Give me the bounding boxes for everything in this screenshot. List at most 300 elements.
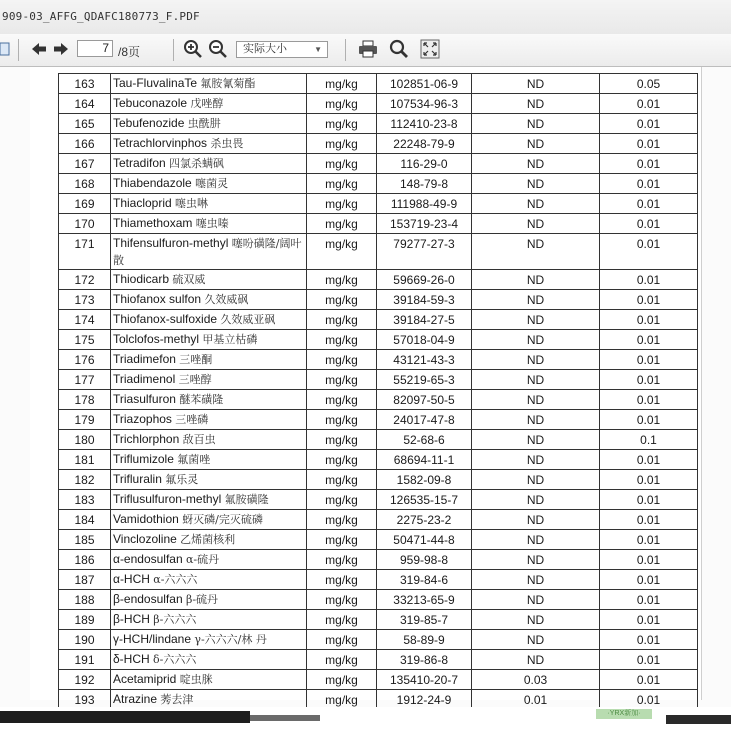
compound-name-en: Atrazine <box>113 692 158 706</box>
result: ND <box>472 114 600 134</box>
table-row <box>59 590 698 610</box>
detection-limit: 0.01 <box>600 350 698 370</box>
compound-name <box>111 570 307 590</box>
page-total: /8页 <box>118 45 141 59</box>
row-number: 185 <box>59 530 111 550</box>
compound-name <box>111 630 307 650</box>
unit: mg/kg <box>307 330 377 350</box>
detection-limit: 0.01 <box>600 134 698 154</box>
result: ND <box>472 550 600 570</box>
compound-name-en: γ-HCH/lindane <box>113 632 192 646</box>
compound-name-cn: 莠去津 <box>160 693 194 706</box>
compound-name-cn: δ-六六六 <box>153 653 197 666</box>
compound-name-cn: 噻虫啉 <box>175 197 209 210</box>
compound-name-en: Triasulfuron <box>113 392 176 406</box>
row-number: 187 <box>59 570 111 590</box>
detection-limit: 0.01 <box>600 470 698 490</box>
row-number: 179 <box>59 410 111 430</box>
detection-limit: 0.01 <box>600 370 698 390</box>
result: ND <box>472 530 600 550</box>
detection-limit: 0.01 <box>600 510 698 530</box>
detection-limit: 0.01 <box>600 410 698 430</box>
cas-number: 1582-09-8 <box>377 470 472 490</box>
detection-limit: 0.01 <box>600 490 698 510</box>
zoom-select[interactable] <box>236 41 328 58</box>
unit: mg/kg <box>307 550 377 570</box>
compound-name-en: β-HCH <box>113 612 150 626</box>
detection-limit: 0.01 <box>600 194 698 214</box>
result: ND <box>472 194 600 214</box>
row-number: 192 <box>59 670 111 690</box>
detection-limit: 0.01 <box>600 450 698 470</box>
zoom-select-value: 实际大小 <box>243 43 287 55</box>
compound-name <box>111 270 307 290</box>
table-row <box>59 630 698 650</box>
result: ND <box>472 234 600 270</box>
result: 0.03 <box>472 670 600 690</box>
cas-number: 112410-23-8 <box>377 114 472 134</box>
row-number: 178 <box>59 390 111 410</box>
result: ND <box>472 490 600 510</box>
cas-number: 39184-59-3 <box>377 290 472 310</box>
compound-name-cn: 乙烯菌核利 <box>180 533 236 546</box>
compound-name-en: Thiodicarb <box>113 272 170 286</box>
table-row <box>59 430 698 450</box>
cas-number: 39184-27-5 <box>377 310 472 330</box>
compound-name <box>111 550 307 570</box>
compound-name-en: Trifluralin <box>113 472 162 486</box>
compound-name <box>111 154 307 174</box>
table-row <box>59 174 698 194</box>
row-number: 183 <box>59 490 111 510</box>
unit: mg/kg <box>307 194 377 214</box>
result: ND <box>472 510 600 530</box>
result: ND <box>472 410 600 430</box>
table-row <box>59 234 698 270</box>
result: ND <box>472 610 600 630</box>
row-number: 181 <box>59 450 111 470</box>
compound-name <box>111 74 307 94</box>
cas-number: 2275-23-2 <box>377 510 472 530</box>
unit: mg/kg <box>307 590 377 610</box>
compound-name-en: Triadimefon <box>113 352 176 366</box>
compound-name-cn: α-六六六 <box>153 573 198 586</box>
cas-number: 79277-27-3 <box>377 234 472 270</box>
unit: mg/kg <box>307 310 377 330</box>
compound-name-cn: 醚苯磺隆 <box>179 393 224 406</box>
print-icon[interactable] <box>357 39 379 59</box>
cas-number: 68694-11-1 <box>377 450 472 470</box>
cas-number: 59669-26-0 <box>377 270 472 290</box>
result: ND <box>472 330 600 350</box>
row-number: 182 <box>59 470 111 490</box>
cas-number: 148-79-8 <box>377 174 472 194</box>
cas-number: 135410-20-7 <box>377 670 472 690</box>
cas-number: 102851-06-9 <box>377 74 472 94</box>
cas-number: 33213-65-9 <box>377 590 472 610</box>
row-number: 175 <box>59 330 111 350</box>
compound-name-en: δ-HCH <box>113 652 150 666</box>
detection-limit: 0.01 <box>600 214 698 234</box>
compound-name <box>111 134 307 154</box>
compound-name-en: Tolclofos-methyl <box>113 332 200 346</box>
cas-number: 319-85-7 <box>377 610 472 630</box>
cas-number: 52-68-6 <box>377 430 472 450</box>
compound-name-en: Tebufenozide <box>113 116 185 130</box>
compound-name-en: Tetrachlorvinphos <box>113 136 208 150</box>
detection-limit: 0.01 <box>600 630 698 650</box>
row-number: 190 <box>59 630 111 650</box>
compound-name-cn: 噻菌灵 <box>195 177 229 190</box>
detection-limit: 0.01 <box>600 94 698 114</box>
compound-name-cn: 戊唑醇 <box>190 97 224 110</box>
compound-name-en: Triazophos <box>113 412 172 426</box>
compound-name-cn: 噻虫嗪 <box>195 217 229 230</box>
compound-name-cn: γ-六六六/林 丹 <box>194 633 267 646</box>
compound-name-en: Tetradifon <box>113 156 166 170</box>
compound-name-cn: 虫酰肼 <box>187 117 221 130</box>
compound-name-en: Tebuconazole <box>113 96 188 110</box>
detection-limit: 0.01 <box>600 650 698 670</box>
table-row <box>59 350 698 370</box>
table-row <box>59 214 698 234</box>
unit: mg/kg <box>307 450 377 470</box>
compound-name-cn: 三唑酮 <box>179 353 213 366</box>
cas-number: 58-89-9 <box>377 630 472 650</box>
row-number: 171 <box>59 234 111 270</box>
row-number: 172 <box>59 270 111 290</box>
detection-limit: 0.1 <box>600 430 698 450</box>
table-row <box>59 550 698 570</box>
row-number: 163 <box>59 74 111 94</box>
compound-name-en: Thiabendazole <box>113 176 192 190</box>
unit: mg/kg <box>307 530 377 550</box>
search-icon[interactable] <box>388 39 410 59</box>
cas-number: 24017-47-8 <box>377 410 472 430</box>
table-row <box>59 490 698 510</box>
cas-number: 55219-65-3 <box>377 370 472 390</box>
detection-limit: 0.01 <box>600 330 698 350</box>
result: ND <box>472 290 600 310</box>
unit: mg/kg <box>307 94 377 114</box>
result: ND <box>472 350 600 370</box>
compound-name <box>111 114 307 134</box>
compound-name-en: α-endosulfan <box>113 552 183 566</box>
pdf-page <box>30 67 702 707</box>
detection-limit: 0.01 <box>600 390 698 410</box>
panel-icon[interactable] <box>0 39 10 59</box>
row-number: 168 <box>59 174 111 194</box>
compound-name-cn: 氟胺氰菊酯 <box>200 77 256 90</box>
compound-name-en: Thiacloprid <box>113 196 172 210</box>
cas-number: 22248-79-9 <box>377 134 472 154</box>
row-number: 177 <box>59 370 111 390</box>
compound-name <box>111 330 307 350</box>
detection-limit: 0.01 <box>600 610 698 630</box>
cas-number: 116-29-0 <box>377 154 472 174</box>
zoom-in-icon[interactable] <box>182 39 204 59</box>
row-number: 166 <box>59 134 111 154</box>
result: ND <box>472 154 600 174</box>
compound-name <box>111 390 307 410</box>
taskbar-mid <box>250 715 320 721</box>
compound-name-cn: 杀虫畏 <box>210 137 244 150</box>
detection-limit: 0.01 <box>600 570 698 590</box>
unit: mg/kg <box>307 490 377 510</box>
result: ND <box>472 430 600 450</box>
table-row <box>59 530 698 550</box>
taskbar-green-label: ·YRX新加· <box>596 709 652 719</box>
unit: mg/kg <box>307 370 377 390</box>
compound-name <box>111 590 307 610</box>
detection-limit: 0.01 <box>600 154 698 174</box>
row-number: 186 <box>59 550 111 570</box>
unit: mg/kg <box>307 290 377 310</box>
table-row <box>59 570 698 590</box>
compound-name <box>111 430 307 450</box>
page-number-input[interactable]: 7 <box>77 40 113 57</box>
compound-name <box>111 530 307 550</box>
table-row <box>59 154 698 174</box>
unit: mg/kg <box>307 650 377 670</box>
compound-name-cn: 氟菌唑 <box>177 453 211 466</box>
compound-name-cn: 氟胺磺隆 <box>224 493 269 506</box>
unit: mg/kg <box>307 154 377 174</box>
compound-name-en: β-endosulfan <box>113 592 183 606</box>
detection-limit: 0.01 <box>600 670 698 690</box>
cas-number: 319-84-6 <box>377 570 472 590</box>
taskbar-right <box>666 715 731 724</box>
table-row <box>59 134 698 154</box>
compound-name <box>111 670 307 690</box>
result: ND <box>472 450 600 470</box>
unit: mg/kg <box>307 390 377 410</box>
table-row <box>59 270 698 290</box>
compound-name-cn: β-六六六 <box>153 613 197 626</box>
table-row <box>59 650 698 670</box>
compound-name <box>111 490 307 510</box>
compound-name-cn: 三唑醇 <box>178 373 212 386</box>
compound-name-cn: 久效威砜 <box>204 293 249 306</box>
detection-limit: 0.05 <box>600 74 698 94</box>
compound-name-en: Triflumizole <box>113 452 174 466</box>
residue-table <box>58 73 698 730</box>
compound-name-en: Thifensulfuron-methyl <box>113 236 229 250</box>
compound-name-en: Trichlorphon <box>113 432 180 446</box>
detection-limit: 0.01 <box>600 310 698 330</box>
detection-limit: 0.01 <box>600 234 698 270</box>
table-row <box>59 330 698 350</box>
compound-name-cn: 噻吩磺隆/阔叶散 <box>113 237 302 267</box>
table-row <box>59 510 698 530</box>
result: ND <box>472 630 600 650</box>
compound-name <box>111 650 307 670</box>
result: ND <box>472 214 600 234</box>
compound-name-cn: 四氯杀螨砜 <box>169 157 225 170</box>
table-row <box>59 114 698 134</box>
compound-name-en: Thiofanox sulfon <box>113 292 202 306</box>
compound-name-en: Acetamiprid <box>113 672 177 686</box>
table-row <box>59 610 698 630</box>
unit: mg/kg <box>307 410 377 430</box>
compound-name <box>111 214 307 234</box>
result: ND <box>472 94 600 114</box>
row-number: 165 <box>59 114 111 134</box>
table-row <box>59 410 698 430</box>
compound-name-en: Thiofanox-sulfoxide <box>113 312 218 326</box>
pdf-toolbar <box>0 34 731 67</box>
bottom-strip <box>0 707 731 731</box>
compound-name-cn: 敌百虫 <box>182 433 216 446</box>
unit: mg/kg <box>307 570 377 590</box>
row-number: 170 <box>59 214 111 234</box>
result: ND <box>472 174 600 194</box>
cas-number: 82097-50-5 <box>377 390 472 410</box>
taskbar-dark <box>0 711 250 723</box>
result: ND <box>472 650 600 670</box>
compound-name-cn: 久效威亚砜 <box>220 313 276 326</box>
cas-number: 50471-44-8 <box>377 530 472 550</box>
unit: mg/kg <box>307 74 377 94</box>
compound-name-en: Vinclozoline <box>113 532 177 546</box>
table-row <box>59 310 698 330</box>
row-number: 189 <box>59 610 111 630</box>
result: ND <box>472 570 600 590</box>
compound-name-cn: 啶虫脒 <box>179 673 213 686</box>
cas-number: 57018-04-9 <box>377 330 472 350</box>
unit: mg/kg <box>307 174 377 194</box>
compound-name <box>111 410 307 430</box>
window-title: 909-03_AFFG_QDAFC180773_F.PDF <box>2 10 200 23</box>
result: ND <box>472 390 600 410</box>
detection-limit: 0.01 <box>600 270 698 290</box>
row-number: 176 <box>59 350 111 370</box>
compound-name <box>111 350 307 370</box>
compound-name <box>111 290 307 310</box>
row-number: 191 <box>59 650 111 670</box>
unit: mg/kg <box>307 134 377 154</box>
unit: mg/kg <box>307 610 377 630</box>
compound-name <box>111 174 307 194</box>
detection-limit: 0.01 <box>600 174 698 194</box>
row-number: 188 <box>59 590 111 610</box>
result: ND <box>472 270 600 290</box>
compound-name-en: Triadimenol <box>113 372 176 386</box>
row-number: 174 <box>59 310 111 330</box>
compound-name-en: Thiamethoxam <box>113 216 193 230</box>
compound-name-cn: 氟乐灵 <box>165 473 199 486</box>
result: ND <box>472 310 600 330</box>
table-row <box>59 74 698 94</box>
row-number: 184 <box>59 510 111 530</box>
unit: mg/kg <box>307 114 377 134</box>
compound-name-cn: α-硫丹 <box>186 553 220 566</box>
table-row <box>59 470 698 490</box>
fit-screen-icon[interactable] <box>419 39 441 59</box>
compound-name-en: Vamidothion <box>113 512 179 526</box>
detection-limit: 0.01 <box>600 550 698 570</box>
unit: mg/kg <box>307 670 377 690</box>
unit: mg/kg <box>307 270 377 290</box>
unit: mg/kg <box>307 234 377 270</box>
row-number: 180 <box>59 430 111 450</box>
unit: mg/kg <box>307 214 377 234</box>
cas-number: 959-98-8 <box>377 550 472 570</box>
cas-number: 107534-96-3 <box>377 94 472 114</box>
detection-limit: 0.01 <box>600 530 698 550</box>
result: ND <box>472 590 600 610</box>
table-row <box>59 290 698 310</box>
compound-name <box>111 510 307 530</box>
compound-name-cn: 甲基立枯磷 <box>202 333 258 346</box>
compound-name-cn: β-硫丹 <box>185 593 219 606</box>
compound-name-en: α-HCH <box>113 572 150 586</box>
compound-name-cn: 蚜灭磷/完灭硫磷 <box>182 513 263 526</box>
detection-limit: 0.01 <box>600 590 698 610</box>
compound-name-cn: 三唑磷 <box>175 413 209 426</box>
compound-name-en: Tau-FluvalinaTe <box>113 76 198 90</box>
unit: mg/kg <box>307 510 377 530</box>
arrow-right-icon[interactable] <box>52 39 70 59</box>
cas-number: 126535-15-7 <box>377 490 472 510</box>
row-number: 173 <box>59 290 111 310</box>
detection-limit: 0.01 <box>600 290 698 310</box>
unit: mg/kg <box>307 630 377 650</box>
compound-name <box>111 234 307 270</box>
result: ND <box>472 74 600 94</box>
cas-number: 43121-43-3 <box>377 350 472 370</box>
result: ND <box>472 134 600 154</box>
row-number: 167 <box>59 154 111 174</box>
unit: mg/kg <box>307 350 377 370</box>
cas-number: 111988-49-9 <box>377 194 472 214</box>
table-row <box>59 194 698 214</box>
dropdown-caret-icon: ▼ <box>314 45 322 54</box>
row-number: 169 <box>59 194 111 214</box>
compound-name <box>111 450 307 470</box>
unit: mg/kg <box>307 690 377 710</box>
cas-number: 319-86-8 <box>377 650 472 670</box>
compound-name <box>111 470 307 490</box>
result: ND <box>472 370 600 390</box>
compound-name-en: Triflusulfuron-methyl <box>113 492 222 506</box>
table-row <box>59 670 698 690</box>
detection-limit: 0.01 <box>600 690 698 710</box>
compound-name-cn: 硫双威 <box>172 273 206 286</box>
result: 0.01 <box>472 690 600 710</box>
row-number: 164 <box>59 94 111 114</box>
cas-number: 153719-23-4 <box>377 214 472 234</box>
row-number: 193 <box>59 690 111 710</box>
zoom-out-icon[interactable] <box>207 39 229 59</box>
cas-number: 1912-24-9 <box>377 690 472 710</box>
table-row <box>59 450 698 470</box>
window-titlebar <box>0 0 731 35</box>
detection-limit: 0.01 <box>600 114 698 134</box>
unit: mg/kg <box>307 470 377 490</box>
compound-name <box>111 310 307 330</box>
result: ND <box>472 470 600 490</box>
table-row <box>59 370 698 390</box>
document-viewport[interactable] <box>0 67 731 707</box>
compound-name <box>111 610 307 630</box>
compound-name <box>111 94 307 114</box>
arrow-left-icon[interactable] <box>30 39 48 59</box>
compound-name <box>111 370 307 390</box>
unit: mg/kg <box>307 430 377 450</box>
table-row <box>59 390 698 410</box>
compound-name <box>111 194 307 214</box>
